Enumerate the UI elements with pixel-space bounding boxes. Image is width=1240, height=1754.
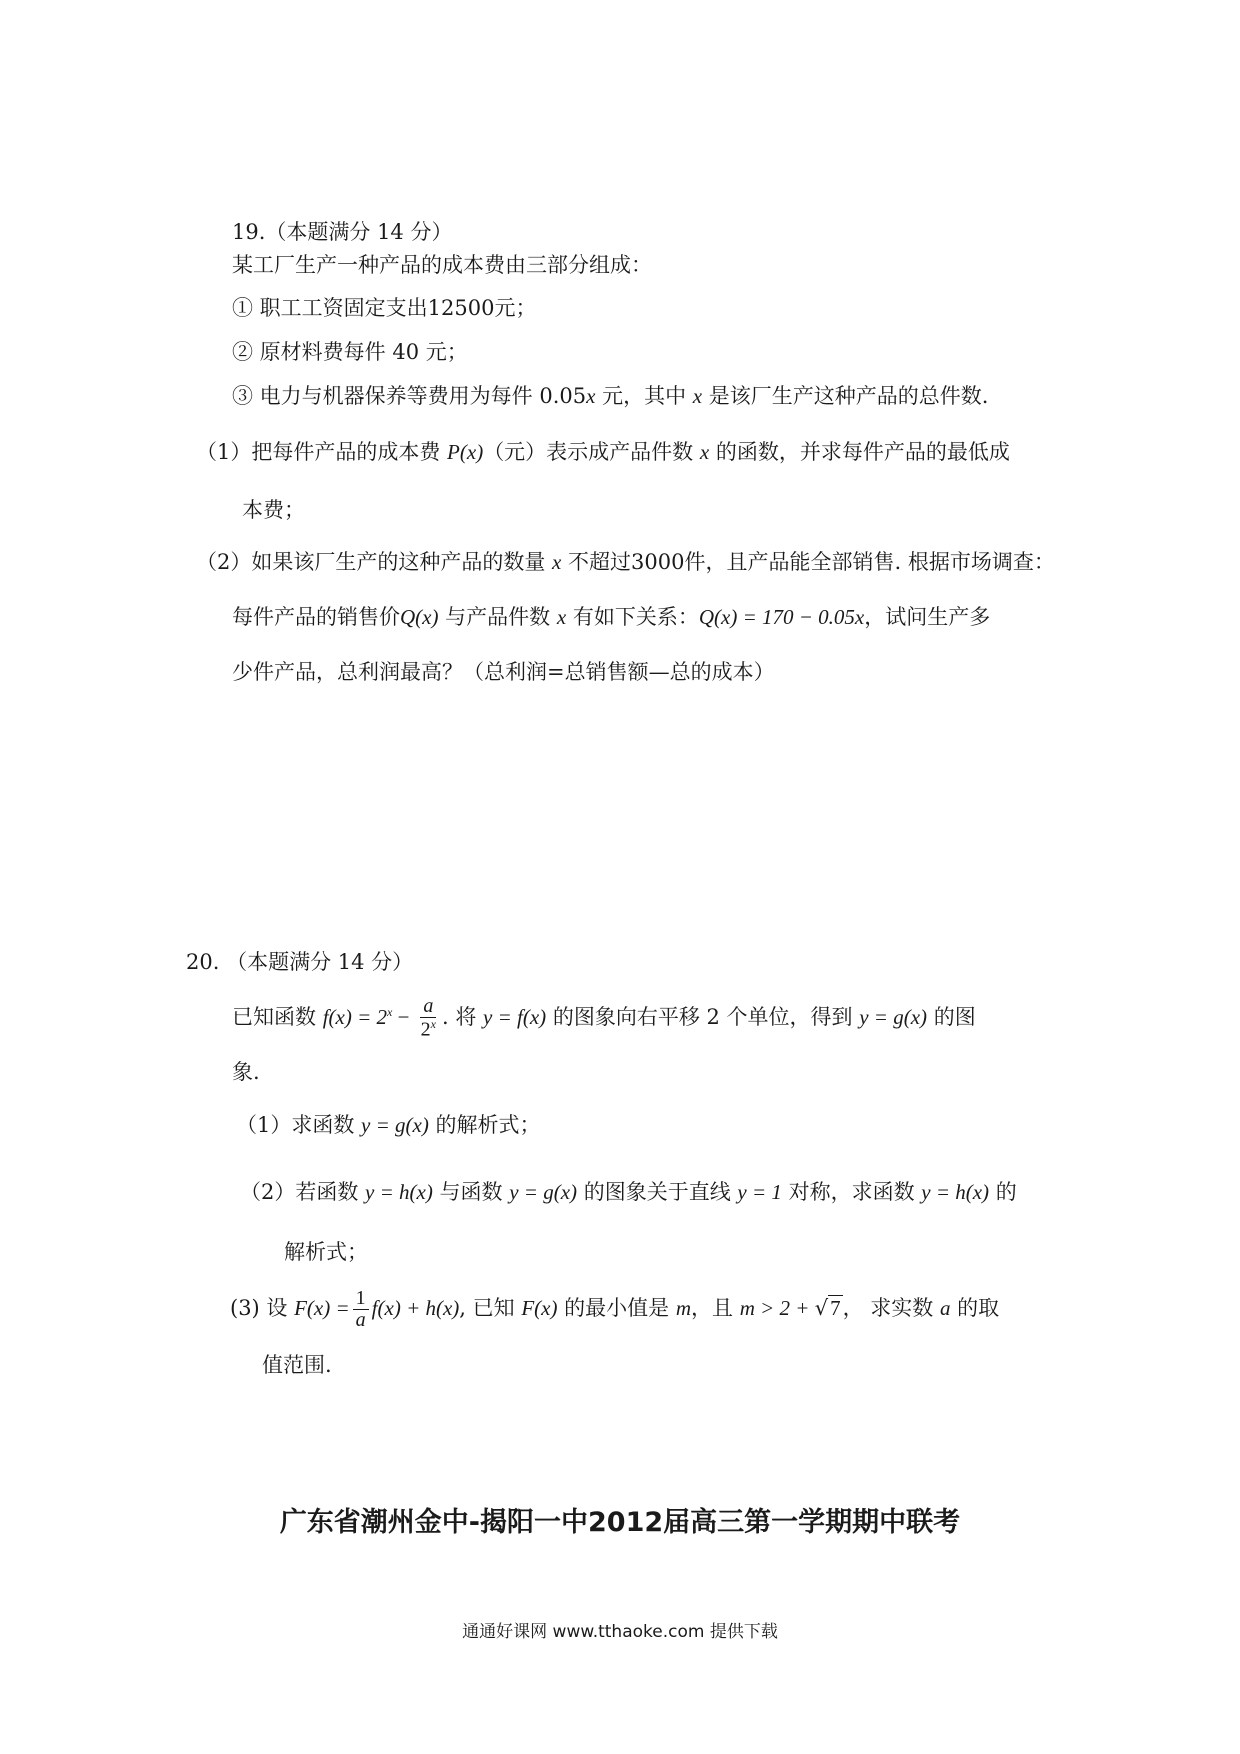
var-m: m — [675, 1296, 691, 1320]
q20-p3-b: , 已知 — [459, 1296, 522, 1320]
frac-denominator-a: a — [355, 1309, 366, 1331]
q19-part1 — [196, 440, 1010, 465]
q19-p1-a: （1）把每件产品的成本费 — [196, 440, 448, 464]
var-x: x — [552, 550, 562, 574]
q19-p2-a: （2）如果该厂生产的这种产品的数量 — [196, 550, 553, 574]
q19-item3 — [232, 384, 988, 409]
math-Q-equation: Q(x) = 170 − 0.05x — [698, 605, 865, 629]
q20-part3-cont: 值范围. — [262, 1353, 332, 1377]
math-y-hx: y = h(x) — [921, 1180, 990, 1204]
math-m-inequality: m > 2 + — [739, 1296, 815, 1320]
q20-part2-cont: 解析式； — [284, 1240, 368, 1264]
q20-l1-b: . 将 — [442, 1004, 484, 1029]
q20-p2-a: （2）若函数 — [240, 1180, 366, 1204]
q20-p2-c: 的图象关于直线 — [577, 1180, 738, 1204]
q19-item2: ② 原材料费每件 40 元； — [232, 340, 468, 364]
frac-den-sup-x: x — [430, 1017, 436, 1031]
math-minus: − — [392, 1004, 415, 1029]
math-y-gx: y = g(x) — [859, 1004, 928, 1029]
math-y-hx: y = h(x) — [365, 1180, 433, 1204]
var-x: x — [556, 605, 567, 629]
q19-item3-text-c: 是该厂生产这种产品的总件数. — [702, 384, 989, 408]
q20-part3 — [230, 1288, 999, 1331]
q20-p3-e: ， 求实数 — [842, 1296, 940, 1320]
q20-p3-c: 的最小值是 — [557, 1296, 676, 1320]
q19-part1-cont: 本费； — [242, 498, 305, 522]
exam-title: 广东省潮州金中-揭阳一中2012届高三第一学期期中联考 — [279, 1507, 961, 1538]
fraction-a-over-2x — [418, 996, 439, 1041]
q20-line2: 象. — [232, 1060, 260, 1084]
q19-p1-c: 的函数，并求每件产品的最低成 — [709, 440, 1010, 464]
q20-l1-d: 的图 — [927, 1004, 976, 1029]
frac-den-two: 2 — [420, 1018, 431, 1041]
q19-item3-text-a: ③ 电力与机器保养等费用为每件 0.05 — [232, 384, 587, 408]
q19-intro: 某工厂生产一种产品的成本费由三部分组成： — [232, 253, 652, 277]
q20-p2-e: 的 — [989, 1180, 1017, 1204]
q19-p1-b: （元）表示成产品件数 — [483, 440, 700, 464]
q20-part2 — [240, 1180, 1017, 1205]
q20-p3-d: ，且 — [691, 1296, 740, 1320]
fraction-1-over-a — [353, 1288, 369, 1331]
q19-part2 — [196, 550, 1055, 575]
math-y-fx: y = f(x) — [483, 1004, 547, 1029]
math-y-1: y = 1 — [737, 1180, 782, 1204]
math-Fx: F(x) — [521, 1296, 558, 1320]
q20-p1-a: （1）求函数 — [236, 1113, 362, 1137]
q19-header: 19.（本题满分 14 分） — [232, 220, 453, 244]
q20-p3-f: 的取 — [950, 1296, 1000, 1320]
q19-p2-b: 不超过3000件，且产品能全部销售. 根据市场调查： — [561, 550, 1055, 574]
math-y-gx: y = g(x) — [361, 1113, 429, 1137]
var-a: a — [939, 1296, 951, 1320]
q19-p2-d: 与产品件数 — [438, 605, 557, 629]
q20-p1-b: 的解析式； — [428, 1113, 541, 1137]
frac-numerator-a: a — [420, 996, 436, 1018]
q20-l1-c: 的图象向右平移 2 个单位，得到 — [546, 1004, 860, 1029]
var-x: x — [699, 440, 710, 464]
footer-credit: 通通好课网 www.tthaoke.com 提供下载 — [462, 1622, 778, 1642]
math-F-rhs: f(x) + h(x) — [371, 1296, 460, 1320]
frac-denominator-2x — [418, 1018, 439, 1041]
math-sqrt-radicand: 7 — [830, 1296, 841, 1320]
q20-p2-d: 对称，求函数 — [781, 1180, 922, 1204]
q20-part1 — [236, 1113, 541, 1138]
q20-line1 — [232, 996, 976, 1041]
q20-l1-a: 已知函数 — [232, 1004, 323, 1029]
q19-item3-text-b: 元，其中 — [595, 384, 693, 408]
q19-part2-line2 — [232, 605, 990, 630]
var-x: x — [586, 384, 596, 408]
math-Px: P(x) — [447, 440, 484, 464]
math-sup-x: x — [387, 1004, 393, 1019]
frac-numerator-1: 1 — [353, 1288, 369, 1310]
q20-p3-a: (3) 设 — [230, 1296, 295, 1320]
var-x: x — [692, 384, 703, 408]
q19-item1: ① 职工工资固定支出12500元； — [232, 296, 537, 320]
q19-p2-c: 每件产品的销售价 — [232, 605, 400, 629]
q19-p2-f: ，试问生产多 — [864, 605, 991, 629]
math-f-lhs: f(x) = 2 — [322, 1004, 387, 1029]
q20-p2-b: 与函数 — [432, 1180, 510, 1204]
math-Qx: Q(x) — [400, 605, 439, 629]
q19-p2-e: 有如下关系： — [566, 605, 699, 629]
q19-part2-line3: 少件产品，总利润最高？（总利润=总销售额—总的成本） — [232, 660, 775, 684]
sqrt-icon: √ — [814, 1296, 829, 1320]
math-y-gx: y = g(x) — [509, 1180, 578, 1204]
math-F-lhs: F(x) = — [294, 1296, 350, 1320]
q20-header: 20. （本题满分 14 分） — [186, 950, 414, 974]
